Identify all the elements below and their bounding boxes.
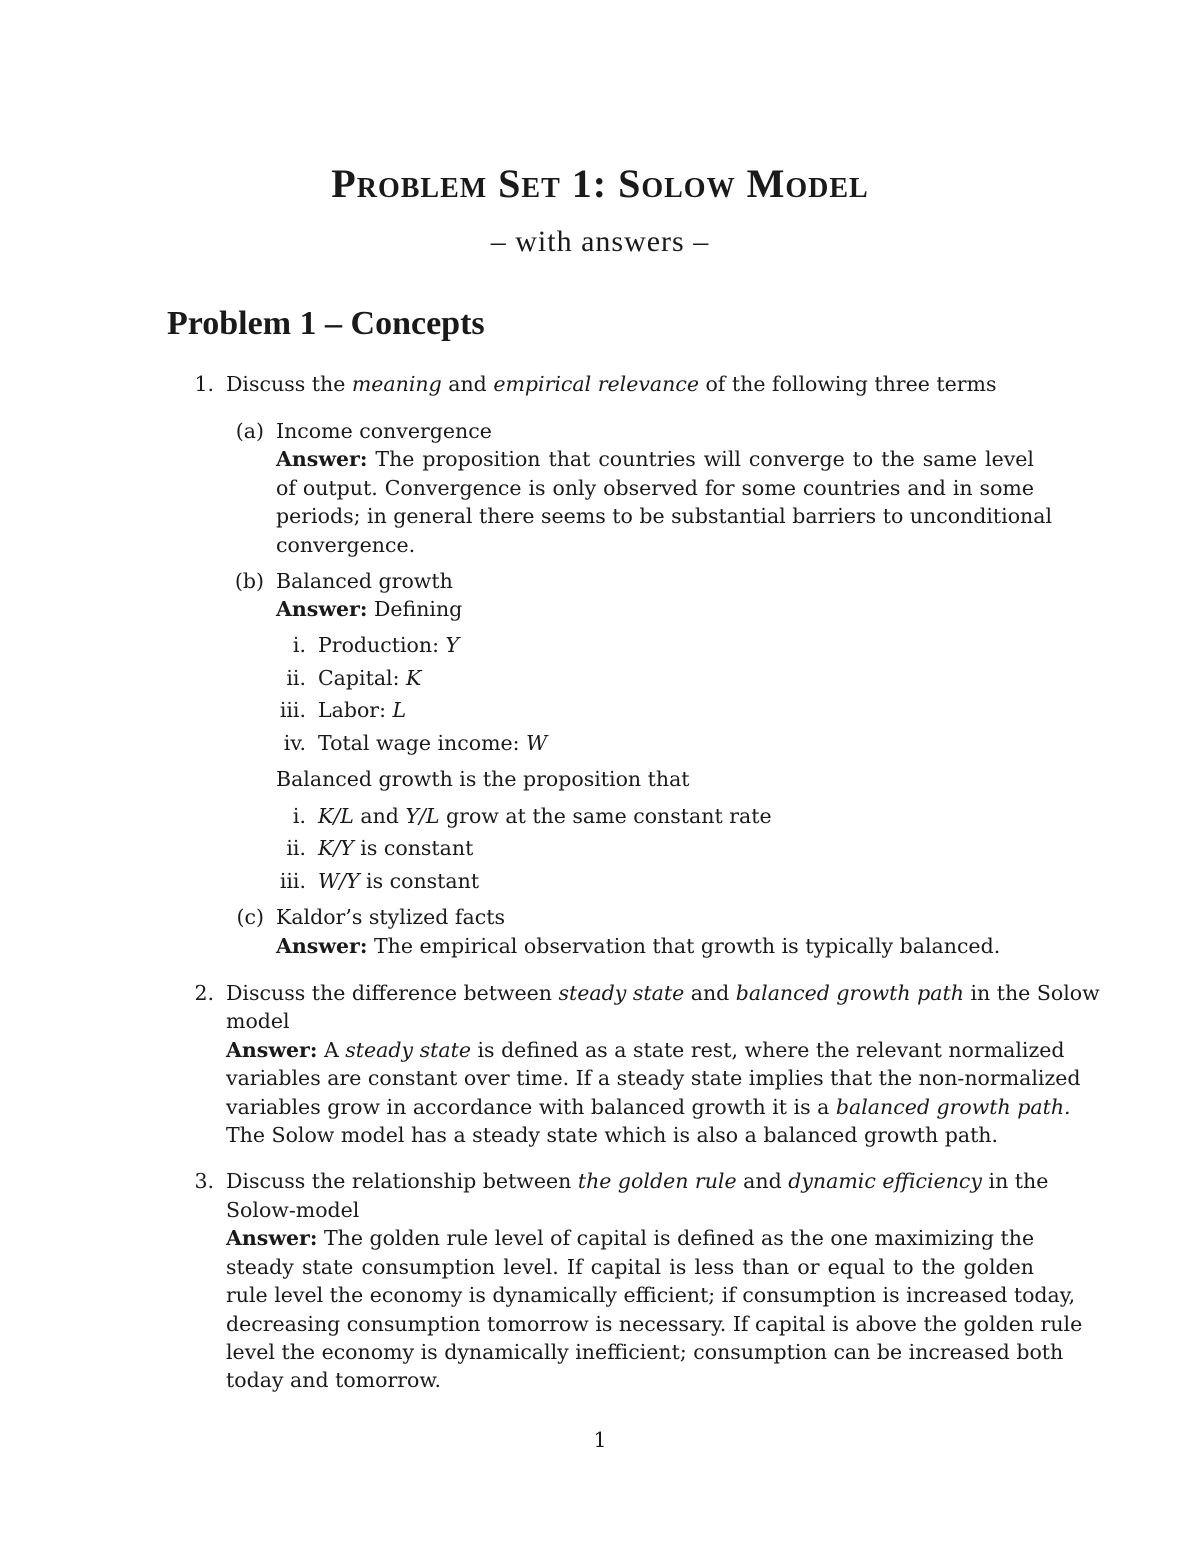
q3-answer-line-1: Answer: The golden rule level of capital is defined as the one maximizing the (226, 1226, 1035, 1250)
document-subtitle: – with answers – (490, 225, 710, 258)
q2-prompt-line-2: model (226, 1009, 290, 1033)
q1c-answer: Answer: The empirical observation that growth is typically balanced. (276, 934, 1001, 958)
prop-item: W/Y is constant (318, 869, 480, 893)
def-item: Total wage income: W (318, 731, 548, 755)
page-number: 1 (593, 1428, 607, 1452)
q2-answer-line-4: The Solow model has a steady state which is also a balanced growth path. (226, 1123, 999, 1147)
q1a-answer-line-3: periods; in general there seems to be substantial barriers to unconditional (276, 504, 1053, 528)
prop-item: K/L and Y/L grow at the same constant rate (318, 804, 772, 828)
def-item: Capital: K (318, 666, 422, 690)
balanced-growth-intro: Balanced growth is the proposition that (276, 767, 690, 791)
q1a-answer-line-1: Answer: The proposition that countries will converge to the same level (276, 447, 1034, 471)
prop-number: iii. (279, 869, 306, 893)
def-number: ii. (286, 666, 306, 690)
q2-answer-line-1: Answer: A steady state is defined as a state rest, where the relevant normalized (226, 1038, 1065, 1062)
def-number: iii. (279, 698, 306, 722)
q3-answer-line-2: steady state consumption level. If capital is less than or equal to the golden (226, 1255, 1034, 1279)
q1c-term: Kaldor’s stylized facts (276, 905, 505, 929)
q3-answer-line-4: decreasing consumption tomorrow is necessary. If capital is above the golden rule (226, 1312, 1083, 1336)
q1a-answer-line-4: convergence. (276, 533, 416, 557)
q1-prompt: Discuss the meaning and empirical relevance of the following three terms (226, 372, 997, 396)
prop-number: ii. (286, 836, 306, 860)
q3-answer-line-5: level the economy is dynamically inefficient; consumption can be increased both (226, 1340, 1064, 1364)
q1a-label: (a) (235, 419, 264, 443)
q3-answer-line-6: today and tomorrow. (226, 1368, 442, 1392)
q3-number: 3. (194, 1169, 214, 1193)
q3-answer-line-3: rule level the economy is dynamically efficient; if consumption is increased today, (226, 1283, 1076, 1307)
prop-number: i. (292, 804, 306, 828)
q3-prompt-line-1: Discuss the relationship between the golden rule and dynamic efficiency in the (226, 1169, 1049, 1193)
def-number: iv. (283, 731, 306, 755)
q2-prompt-line-1: Discuss the difference between steady state and balanced growth path in the Solow (226, 981, 1100, 1005)
q1-number: 1. (194, 372, 214, 396)
q1c-label: (c) (236, 905, 264, 929)
section-heading: Problem 1 – Concepts (167, 305, 485, 342)
q1a-term: Income convergence (276, 419, 492, 443)
def-item: Production: Y (318, 633, 460, 657)
def-number: i. (292, 633, 306, 657)
def-item: Labor: L (318, 698, 407, 722)
q3-prompt-line-2: Solow-model (226, 1198, 360, 1222)
prop-item: K/Y is constant (318, 836, 474, 860)
document-title: Problem Set 1: Solow Model (331, 161, 869, 206)
q2-number: 2. (194, 981, 214, 1005)
q1b-label: (b) (234, 569, 264, 593)
q2-answer-line-3: variables grow in accordance with balanced growth it is a balanced growth path. (226, 1095, 1071, 1119)
q1a-answer-line-2: of output. Convergence is only observed for some countries and in some (276, 476, 1034, 500)
q1b-answer-intro: Answer: Defining (276, 597, 463, 621)
q1b-term: Balanced growth (276, 569, 453, 593)
q2-answer-line-2: variables are constant over time. If a steady state implies that the non-normalized (226, 1066, 1081, 1090)
